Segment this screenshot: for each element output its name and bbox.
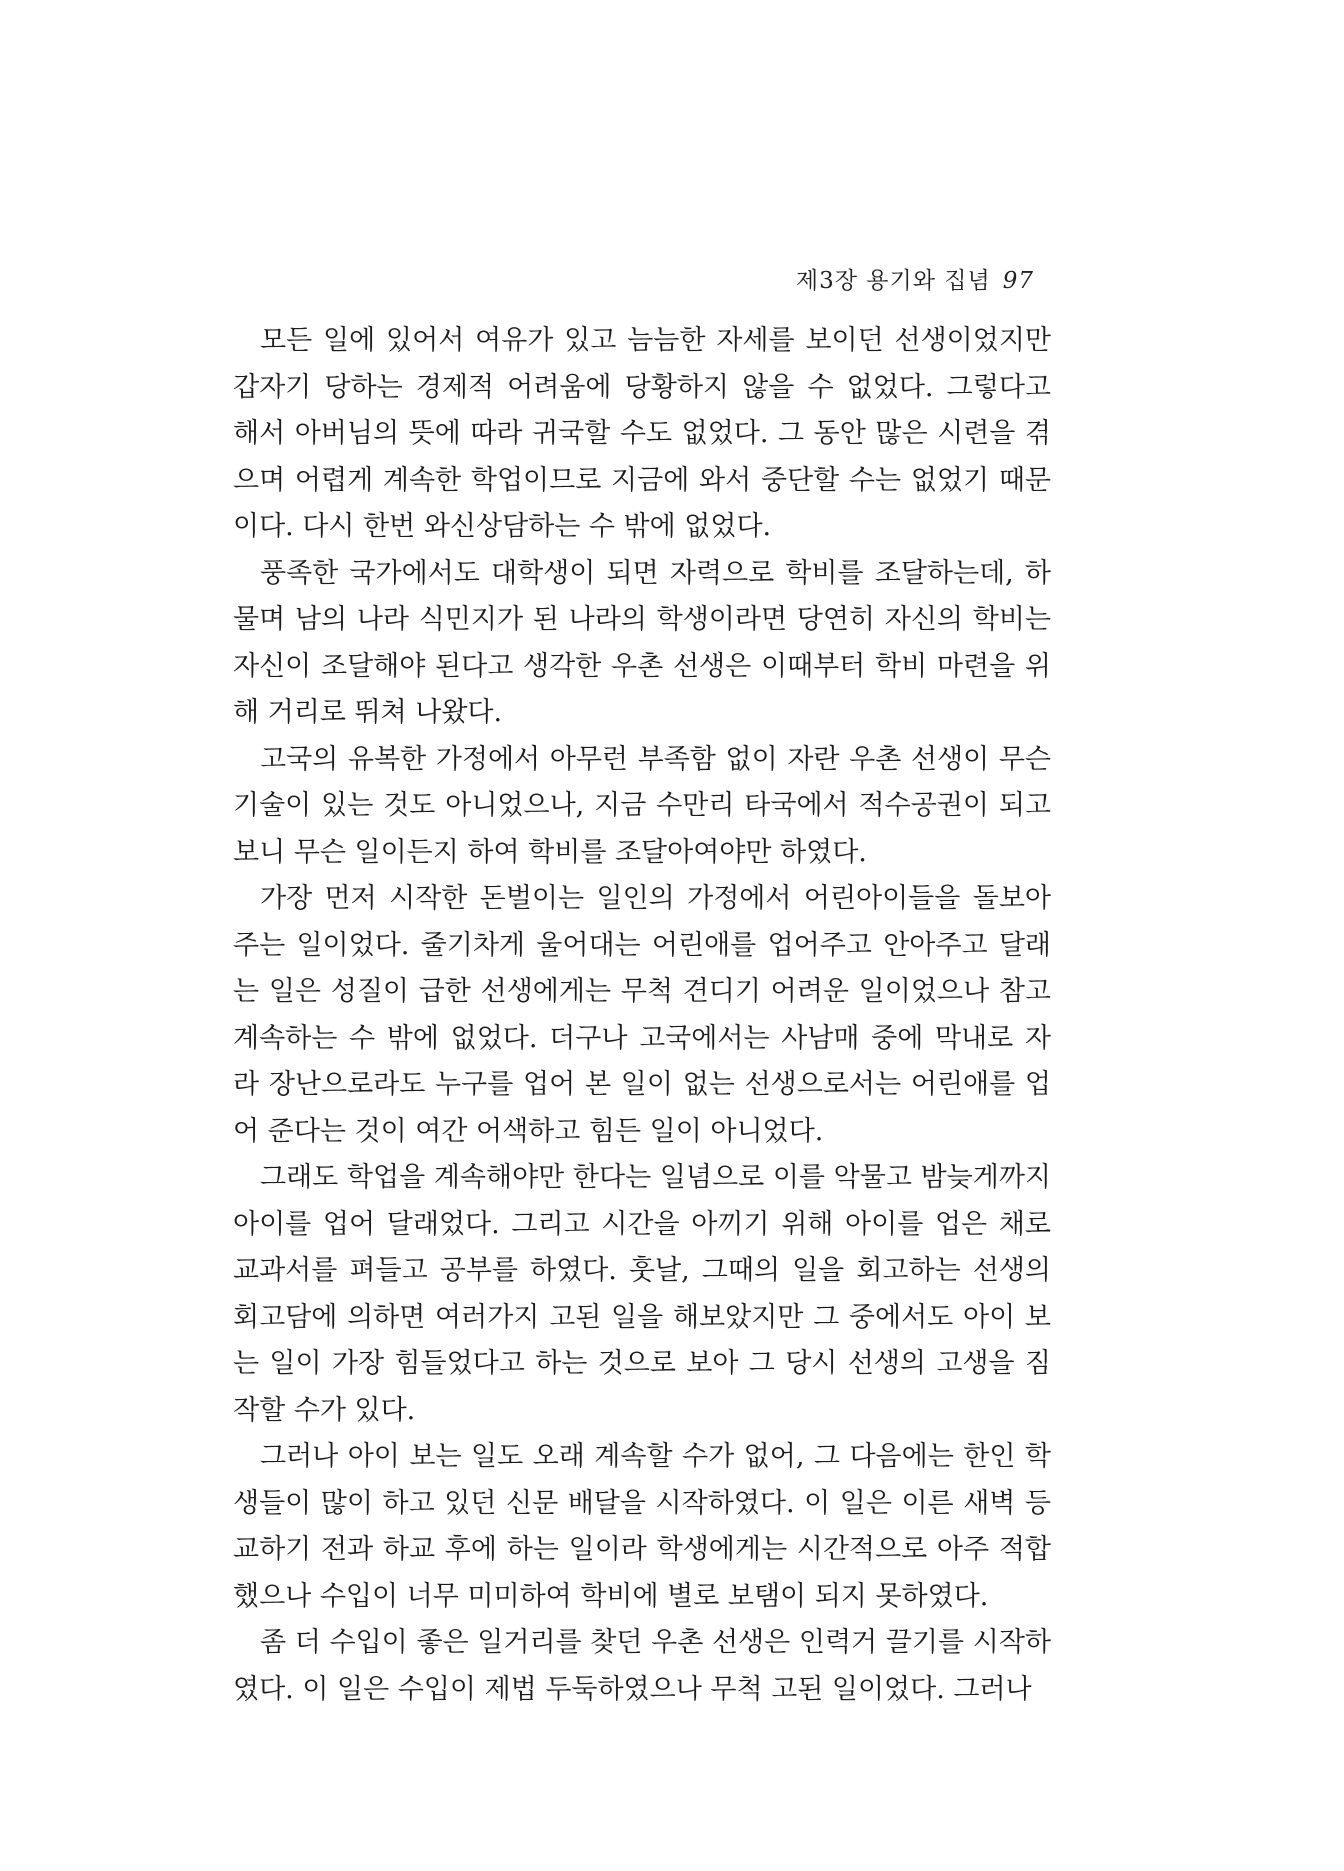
text-line: 자신이 조달해야 된다고 생각한 우촌 선생은 이때부터 학비 마련을 위 [233, 650, 1051, 682]
text-line: 물며 남의 나라 식민지가 된 나라의 학생이라면 당연히 자신의 학비는 [233, 604, 1051, 635]
text-line: 교하기 전과 하교 후에 하는 일이라 학생에게는 시간적으로 아주 적합 [233, 1534, 1051, 1565]
paragraph [233, 876, 1051, 1155]
text-line: 는 일은 성질이 급한 선생에게는 무척 견디기 어려운 일이었으나 참고 [233, 976, 1051, 1007]
chapter-title: 제3장 용기와 집념 [795, 268, 991, 294]
paragraph [233, 1155, 1051, 1434]
text-line: 모든 일에 있어서 여유가 있고 늠늠한 자세를 보이던 선생이었지만 [260, 325, 1051, 356]
text-line: 풍족한 국가에서도 대학생이 되면 자력으로 학비를 조달하는데, 하 [260, 557, 1051, 589]
text-line: 는 일이 가장 힘들었다고 하는 것으로 보아 그 당시 선생의 고생을 짐 [233, 1348, 1051, 1379]
text-line: 교과서를 펴들고 공부를 하였다. 훗날, 그때의 일을 회고하는 선생의 [233, 1255, 1051, 1286]
text-line: 주는 일이었다. 줄기차게 울어대는 어린애를 업어주고 안아주고 달래 [233, 929, 1051, 961]
running-header [796, 262, 1034, 295]
text-line: 했으나 수입이 너무 미미하여 학비에 별로 보탬이 되지 못하였다. [233, 1580, 989, 1612]
text-line: 갑자기 당하는 경제적 어려움에 당황하지 않을 수 없었다. 그렇다고 [233, 371, 1051, 403]
paragraph [233, 318, 1051, 551]
text-line: 라 장난으로라도 누구를 업어 본 일이 없는 선생으로서는 어린애를 업 [233, 1069, 1051, 1100]
text-line: 가장 먼저 시작한 돈벌이는 일인의 가정에서 어린아이들을 돌보아 [260, 883, 1051, 914]
text-line: 작할 수가 있다. [233, 1394, 416, 1426]
text-line: 이다. 다시 한번 와신상담하는 수 밖에 없었다. [233, 511, 772, 542]
text-line: 해서 아버님의 뜻에 따라 귀국할 수도 없었다. 그 동안 많은 시련을 겪 [233, 418, 1051, 449]
body-text [233, 318, 1051, 1713]
text-line: 좀 더 수입이 좋은 일거리를 찾던 우촌 선생은 인력거 끌기를 시작하 [260, 1627, 1051, 1658]
text-line: 회고담에 의하면 여러가지 고된 일을 해보았지만 그 중에서도 아이 보 [233, 1301, 1051, 1333]
text-line: 보니 무슨 일이든지 하여 학비를 조달아여야만 하였다. [233, 836, 867, 868]
paragraph [233, 1434, 1051, 1620]
paragraph [233, 551, 1051, 737]
text-line: 고국의 유복한 가정에서 아무런 부족함 없이 자란 우촌 선생이 무슨 [260, 743, 1051, 775]
paragraph [233, 1620, 1051, 1713]
text-line: 어 준다는 것이 여간 어색하고 힘든 일이 아니었다. [233, 1115, 824, 1147]
text-line: 해 거리로 뛰쳐 나왔다. [233, 697, 503, 728]
text-line: 그래도 학업을 계속해야만 한다는 일념으로 이를 악물고 밤늦게까지 [260, 1162, 1051, 1193]
page-number: 97 [1002, 268, 1034, 294]
text-line: 으며 어렵게 계속한 학업이므로 지금에 와서 중단할 수는 없었기 때문 [233, 464, 1051, 496]
text-line: 아이를 업어 달래었다. 그리고 시간을 아끼기 위해 아이를 업은 채로 [233, 1208, 1051, 1240]
paragraph [233, 737, 1051, 877]
text-line: 기술이 있는 것도 아니었으나, 지금 수만리 타국에서 적수공권이 되고 [233, 790, 1051, 821]
text-line: 계속하는 수 밖에 없었다. 더구나 고국에서는 사남매 중에 막내로 자 [233, 1022, 1051, 1054]
text-line: 생들이 많이 하고 있던 신문 배달을 시작하였다. 이 일은 이른 새벽 등 [233, 1487, 1051, 1519]
text-line: 그러나 아이 보는 일도 오래 계속할 수가 없어, 그 다음에는 한인 학 [260, 1441, 1051, 1472]
text-line: 였다. 이 일은 수입이 제법 두둑하였으나 무척 고된 일이었다. 그러나 [233, 1673, 1032, 1705]
